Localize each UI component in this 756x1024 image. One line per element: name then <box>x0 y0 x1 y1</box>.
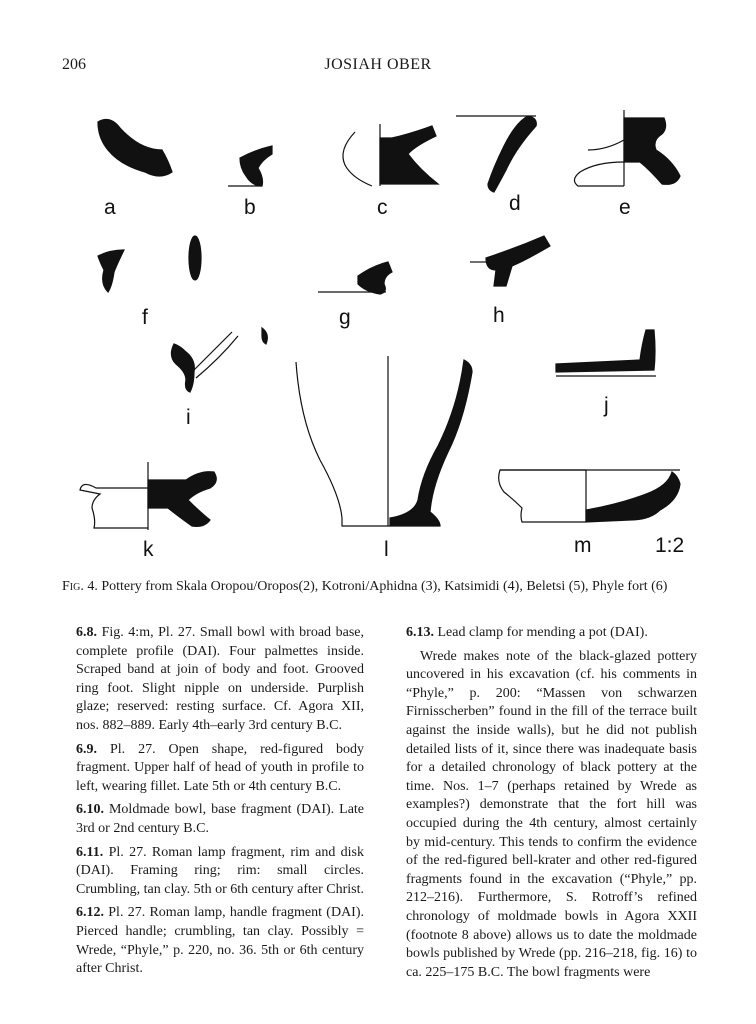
figure-label-l: l <box>384 538 389 561</box>
profile-l <box>390 360 472 526</box>
figure-label-d: d <box>509 192 521 215</box>
figure-caption <box>62 579 722 595</box>
body-paragraph: Wrede makes note of the black-glazed pottery uncovered in his excavation (cf. his comments in “Phyle,” p. 200: “Massen von schwarzen Firnisscherben” found in the fill of the terrace built against the inside walls), but he did not publish detailed lists of it, since there was inadequate basis for a detailed chronology of black pottery at the time. Nos. 1–7 (perhaps retained by Wrede as examples?) demonstrate that the fort hill was occupied during the 4th century, almost certainly by mid-century. This tends to confirm the evidence of the red-figured bell-krater and other red-figured fragments found in the excavation (“Phyle,” pp. 212–216). Furthermore, S. Rotroff’s refined chronology of moldmade bowls in Agora XXII (footnote 8 above) allows us to date the moldmade bowls published by Wrede (pp. 216–218, fig. 16) to ca. 225–175 B.C. The bowl fragments were <box>406 648 697 980</box>
profile-m <box>586 472 680 522</box>
figure-caption-text: Pottery from Skala Oropou/Oropos(2), Kotroni/Aphidna (3), Katsimidi (4), Beletsi (5), Phyle fort (6) <box>101 579 668 594</box>
profile-i-section <box>262 328 267 344</box>
profile-e <box>624 118 680 184</box>
catalog-entry: 6.11. Pl. 27. Roman lamp fragment, rim and disk (DAI). Framing ring; rim: small circles. Crumbling, tan clay. 5th or 6th century after Christ. <box>76 844 364 897</box>
running-head: JOSIAH OBER <box>324 56 432 73</box>
profile-a <box>98 120 172 176</box>
profile-j <box>556 330 655 372</box>
catalog-entry: 6.10. Moldmade bowl, base fragment (DAI). Late 3rd or 2nd century B.C. <box>76 802 365 836</box>
profile-g <box>358 262 392 294</box>
catalog-entry: 6.13. Lead clamp for mending a pot (DAI). <box>406 625 648 640</box>
figure-label-c: c <box>377 196 388 219</box>
profile-i <box>171 344 194 392</box>
figure-scale: 1:2 <box>655 534 685 557</box>
profile-d <box>488 116 536 192</box>
left-column <box>76 624 364 984</box>
catalog-entry: 6.12. Pl. 27. Roman lamp, handle fragment (DAI). Pierced handle; crumbling, tan clay. Possibly = Wrede, “Phyle,” p. 220, no. 36. 5th or 6th century after Christ. <box>76 905 364 977</box>
profile-f <box>98 250 124 292</box>
right-column <box>406 624 697 982</box>
profile-k <box>148 472 216 527</box>
figure-label-g: g <box>339 306 351 329</box>
profile-h <box>486 236 550 286</box>
profile-b <box>240 146 272 186</box>
profile-c <box>380 126 438 184</box>
figure-label-i: i <box>186 406 191 429</box>
catalog-entry: 6.8. Fig. 4:m, Pl. 27. Small bowl with broad base, complete profile (DAI). Four palmettes inside. Scraped band at join of body and foot. Grooved ring foot. Slight nipple on underside. Purplish glaze; reserved: resting surface. Cf. Agora XII, nos. 882–889. Early 4th–early 3rd century B.C. <box>76 625 364 733</box>
figure-label-k: k <box>143 538 154 561</box>
figure-label-j: j <box>604 394 609 417</box>
profile-f-section <box>189 236 201 280</box>
figure-label-a: a <box>104 196 116 219</box>
figure-caption-prefix: Fig. 4. <box>62 579 98 594</box>
figure-label-e: e <box>619 196 631 219</box>
catalog-entry: 6.9. Pl. 27. Open shape, red-figured body fragment. Upper half of head of youth in profile to left, wearing fillet. Late 5th or 4th century B.C. <box>76 741 365 794</box>
figure-label-h: h <box>493 304 505 327</box>
figure-label-m: m <box>574 534 592 557</box>
figure-label-f: f <box>142 306 148 329</box>
figure-label-b: b <box>244 196 256 219</box>
page-number: 206 <box>62 56 86 73</box>
